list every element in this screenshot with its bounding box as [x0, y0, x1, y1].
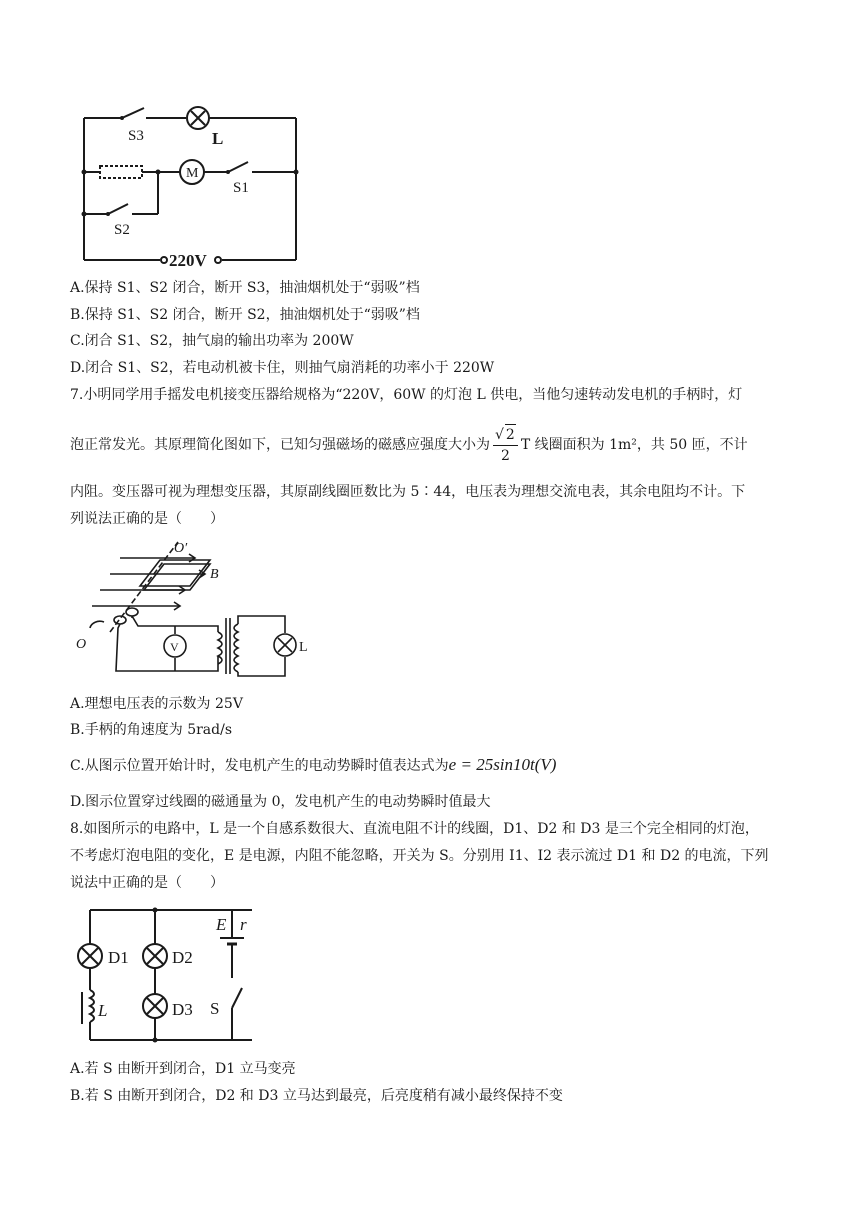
q7-option-c-text: C.从图示位置开始计时，发电机产生的电动势瞬时值表达式为	[70, 758, 449, 774]
label-s: S	[210, 999, 220, 1018]
q8-stem-line2: 不考虑灯泡电阻的变化，E 是电源，内阻不能忽略，开关为 S。分别用 I1、I2 表示流过 D1 和 D2 的电流，下列	[70, 848, 769, 864]
label-l: L	[212, 129, 224, 148]
label-e: E	[216, 915, 227, 934]
q7-stem-line3: 内阻。变压器可视为理想变压器，其原副线圈匝数比为 5∶44，电压表为理想交流电表，其余电阻均不计。下	[70, 484, 746, 500]
label-s1: S1	[233, 180, 249, 196]
q8-stem-line3: 说法中正确的是（ ）	[70, 875, 224, 891]
label-inductor-l: L	[98, 1001, 108, 1020]
label-s3: S3	[128, 128, 144, 144]
label-lamp-l: L	[299, 640, 308, 655]
label-v: V	[170, 640, 179, 654]
q7-stem-line2-post: T 线圈面积为 1m²，共 50 匝，不计	[520, 437, 748, 453]
q6-option-a: A.保持 S1、S2 闭合，断开 S3，抽油烟机处于“弱吸”档	[70, 280, 420, 296]
q8-option-b: B.若 S 由断开到闭合，D2 和 D3 立马达到最亮，后亮度稍有减小最终保持不变	[70, 1088, 563, 1104]
label-m: M	[186, 166, 199, 181]
label-d1: D1	[108, 948, 129, 967]
q7-option-c	[70, 754, 556, 777]
figure-8-circuit	[70, 902, 260, 1052]
q7-stem-line2	[70, 424, 748, 466]
q7-option-d: D.图示位置穿过线圈的磁通量为 0，发电机产生的电动势瞬时值最大	[70, 794, 491, 810]
label-o-prime: O′	[174, 541, 188, 556]
label-d3: D3	[172, 1000, 193, 1019]
q7-option-a: A.理想电压表的示数为 25V	[70, 696, 243, 712]
label-b: B	[210, 567, 219, 582]
label-s2: S2	[114, 222, 130, 238]
label-o: O	[76, 637, 87, 652]
figure-6-circuit	[70, 100, 310, 270]
label-r: r	[240, 915, 247, 934]
figure-7-generator	[70, 536, 320, 686]
fraction-sqrt2-over-2: $\frac{√ 2}{2}$	[493, 424, 518, 466]
q7-stem-line2-pre: 泡正常发光。其原理简化图如下，已知匀强磁场的磁感应强度大小为	[70, 437, 490, 453]
q6-option-d: D.闭合 S1、S2，若电动机被卡住，则抽气扇消耗的功率小于 220W	[70, 360, 495, 376]
label-d2: D2	[172, 948, 193, 967]
q8-stem-line1: 8.如图所示的电路中，L 是一个自感系数很大、直流电阻不计的线圈，D1、D2 和 D3 是三个完全相同的灯泡，	[70, 821, 759, 837]
q7-stem-line1: 7.小明同学用手摇发电机接变压器给规格为“220V，60W 的灯泡 L 供电，当他匀速转动发电机的手柄时，灯	[70, 387, 743, 403]
q8-option-a: A.若 S 由断开到闭合，D1 立马变亮	[70, 1061, 296, 1077]
q6-option-b: B.保持 S1、S2 闭合，断开 S2，抽油烟机处于“弱吸”档	[70, 307, 420, 323]
label-220v: 220V	[169, 251, 207, 270]
q6-option-c: C.闭合 S1、S2，抽气扇的输出功率为 200W	[70, 333, 354, 349]
emf-expression: e = 25sin10t(V)	[448, 755, 557, 774]
q7-stem-line4: 列说法正确的是（ ）	[70, 511, 224, 527]
q7-option-b: B.手柄的角速度为 5rad/s	[70, 722, 232, 738]
